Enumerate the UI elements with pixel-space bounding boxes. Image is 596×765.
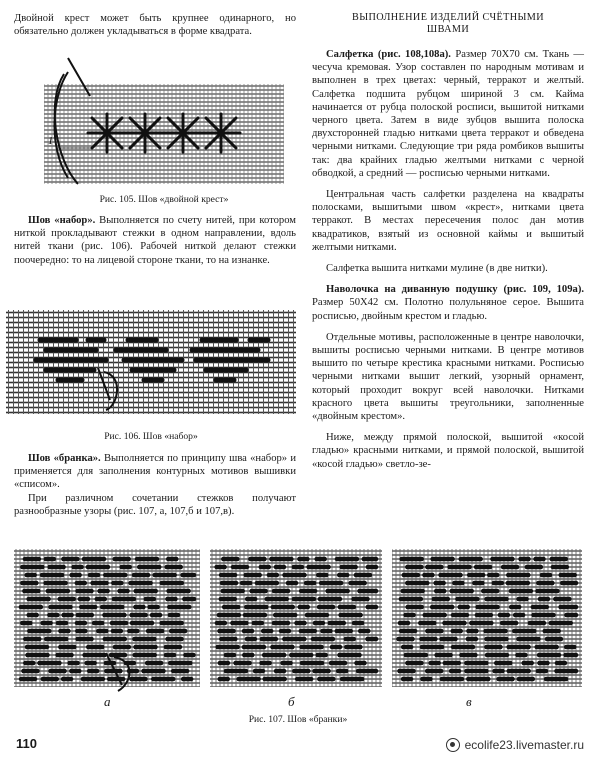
figure-marker: 1 (48, 136, 53, 147)
navolochka-text: Размер 50Х42 см. Полотно полульняное серое. Вышита росписью, двойным крестом и гладью. (312, 297, 584, 322)
section-title-line-2: ШВАМИ (426, 24, 470, 35)
branka-section (14, 452, 296, 518)
nabor-heading: Шов «набор». (28, 215, 96, 226)
figure-107-caption: Рис. 107. Шов «бранки» (248, 714, 348, 725)
nabor-text: Выполняется по счету нитей, при котором ниткой прокладывают стежки в одном направлении, вдоль нитей ткани (рис. 106). Рабочей ниткой делают стежки поочередно: то на лицевой стороне ткани, то на изнанке. (14, 215, 296, 266)
center-paragraph: Центральная часть салфетки разделена на квадраты полосками, вышитыми швом «крест», нитками цвета терракот. В местах пересечения полос дан мотив квадратиков, взятый из основной каймы и вышитый желтыми нитками. (312, 189, 584, 253)
salfetka-heading: Салфетка (рис. 108,108а). (326, 49, 451, 60)
salfetka-text: Размер 70Х70 см. Ткань — чесуча кремовая. Узор составлен по народным мотивам и выполнен в трех цветах: черный, терракот и желтый. Салфетка подшита рубцом шириной 3 см. Кайма начинается от рубца полоской росписи, вышитой нитками черного цвета. Затем в виде зубцов вышита полоска двухсторонней гладью нитками цвета терракот и обведена черными нитками. Следующие три ряда ромбиков вышиты так: два крайних гладью желтыми нитками с черной обводкой, а средний — росписью черными нитками. (312, 49, 584, 179)
panel-a-fabric (14, 549, 200, 687)
navolochka-paragraph (312, 283, 584, 323)
panel-label-c: в (466, 694, 472, 709)
page-number: 110 (16, 736, 37, 751)
intro-paragraph: Двойной крест может быть крупнее одинарного, но обязательно должен укладываться в форме квадрата. (14, 13, 296, 38)
watermark (446, 738, 584, 752)
figure-106-caption: Рис. 106. Шов «набор» (104, 431, 198, 442)
watermark-text: ecolife23.livemaster.ru (464, 738, 584, 752)
threads-paragraph: Салфетка вышита нитками мулине (в две нитки). (326, 263, 548, 275)
branka-text: Выполняется по принципу шва «набор» и применяется для заполнения контурных мотивов вышивки «списом». (14, 453, 297, 491)
section-title (312, 12, 584, 36)
panel-label-a: а (104, 694, 111, 709)
below-paragraph: Ниже, между прямой полоской, вышитой «косой гладью» красными нитками, и прямой полоской, вышитой «косой гладью» светло-зе- (312, 432, 584, 470)
panel-c-fabric (392, 549, 582, 687)
figure-105-double-cross-stitch (38, 56, 290, 190)
left-column (14, 12, 296, 38)
panel-label-b: б (288, 694, 295, 709)
salfetka-paragraph (312, 48, 584, 180)
figure-106-nabor-stitch (6, 310, 296, 422)
right-column (312, 12, 584, 471)
branka-text-2: При различном сочетании стежков получают разнообразные узоры (рис. 107, а, 107,б и 107,в). (14, 492, 296, 517)
section-title-line-1: ВЫПОЛНЕНИЕ ИЗДЕЛИЙ СЧЁТНЫМИ (352, 12, 544, 23)
motifs-paragraph: Отдельные мотивы, расположенные в центре наволочки, вышиты росписью черными нитками. В центре мотивов вышито по четыре крестика красными нитками. Росписью черными нитками вышит легкий, узорный орнамент, который проходит вокруг всей наволочки. Нитками красного цвета вышиты треугольники, заполненные «двойным крестом». (312, 331, 584, 423)
livemaster-logo-icon (446, 738, 460, 752)
panel-b-fabric (210, 549, 382, 687)
branka-heading: Шов «бранка». (28, 453, 101, 464)
figure-107-branka-stitch (14, 545, 582, 695)
navolochka-heading: Наволочка на диванную подушку (рис. 109, 109а). (326, 284, 584, 296)
figure-105-caption: Рис. 105. Шов «двойной крест» (99, 194, 229, 205)
nabor-section (14, 214, 296, 267)
